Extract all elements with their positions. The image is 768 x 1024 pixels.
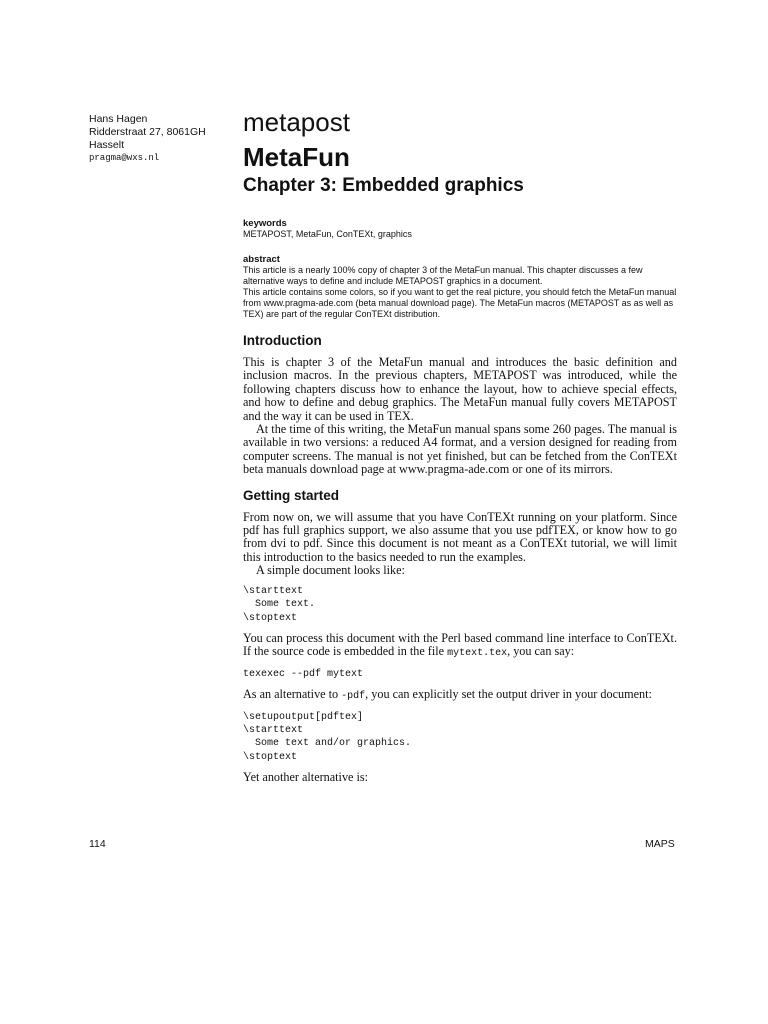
- page-number: 114: [89, 838, 106, 850]
- section-heading-getting-started: Getting started: [243, 487, 340, 503]
- body-paragraph: [243, 632, 677, 661]
- abstract-heading: abstract: [243, 254, 280, 265]
- abstract-paragraph: This article contains some colors, so if you want to get the real picture, you should fetch the MetaFun manual from www.pragma-ade.com (beta manual download page). The MetaFun macros (METAPOST as as well as TEX) are part of the regular ConTEXt distribution.: [243, 287, 677, 319]
- paragraph-text: As an alternative to: [243, 687, 342, 702]
- author-name: Hans Hagen: [89, 113, 148, 125]
- inline-code: -pdf: [341, 691, 366, 703]
- body-paragraph: [243, 688, 677, 703]
- abstract-block: [243, 254, 677, 320]
- page-subtitle: Chapter 3: Embedded graphics: [243, 175, 524, 196]
- inline-code: mytext.tex: [447, 648, 508, 660]
- abstract-paragraph: This article is a nearly 100% copy of chapter 3 of the MetaFun manual. This chapter discusses a few alternative ways to define and include METAPOST graphics in a document.: [243, 265, 643, 286]
- journal-name: MAPS: [645, 838, 675, 850]
- body-paragraph: At the time of this writing, the MetaFun manual spans some 260 pages. The manual is available in two versions: a reduced A4 format, and a version designed for reading from computer screens. The manual is not yet finished, but can be fetched from the ConTEXt beta manuals download page at www.pragma-ade.com or one of its mirrors.: [243, 422, 677, 477]
- paragraph-text: You can process this document with the Perl based command line interface to ConTEXt. If the source code is embedded in the file: [243, 630, 677, 659]
- keywords-block: [243, 218, 677, 240]
- code-block: \setupoutput[pdftex] \starttext Some text and/or graphics. \stoptext: [243, 711, 412, 763]
- author-street: Ridderstraat 27, 8061GH: [89, 126, 206, 138]
- paragraph-text: , you can explicitly set the output driver in your document:: [365, 687, 652, 702]
- section-label: metapost: [243, 107, 350, 137]
- introduction-body: [243, 356, 677, 477]
- body-paragraph: From now on, we will assume that you have ConTEXt running on your platform. Since pdf has full graphics support, we also assume that you use pdfTEX, or know how to go from dvi to pdf. Since this document is not meant as a ConTEXt tutorial, we will limit this introduction to the basics needed to run the examples.: [243, 509, 677, 564]
- body-paragraph: Yet another alternative is:: [243, 770, 369, 785]
- body-paragraph: A simple document looks like:: [256, 563, 405, 578]
- page-title: MetaFun: [243, 142, 350, 172]
- author-email: pragma@wxs.nl: [89, 153, 160, 163]
- keywords-text: METAPOST, MetaFun, ConTEXt, graphics: [243, 229, 412, 239]
- section-heading-introduction: Introduction: [243, 333, 322, 348]
- body-paragraph: This is chapter 3 of the MetaFun manual and introduces the basic definition and inclusion macros. In the previous chapters, METAPOST was introduced, while the following chapters discuss how to enhance the layout, how to achieve special effects, and how to define and debug graphics. The MetaFun manual fully covers METAPOST and the way it can be used in TEX.: [243, 355, 677, 423]
- code-block: texexec --pdf mytext: [243, 668, 364, 680]
- code-block: \starttext Some text. \stoptext: [243, 585, 316, 624]
- author-block: [89, 113, 239, 165]
- getting-started-body: [243, 511, 677, 785]
- author-city: Hasselt: [89, 139, 125, 151]
- keywords-heading: keywords: [243, 218, 287, 229]
- article-body: [243, 106, 677, 785]
- paragraph-text: , you can say:: [507, 644, 575, 659]
